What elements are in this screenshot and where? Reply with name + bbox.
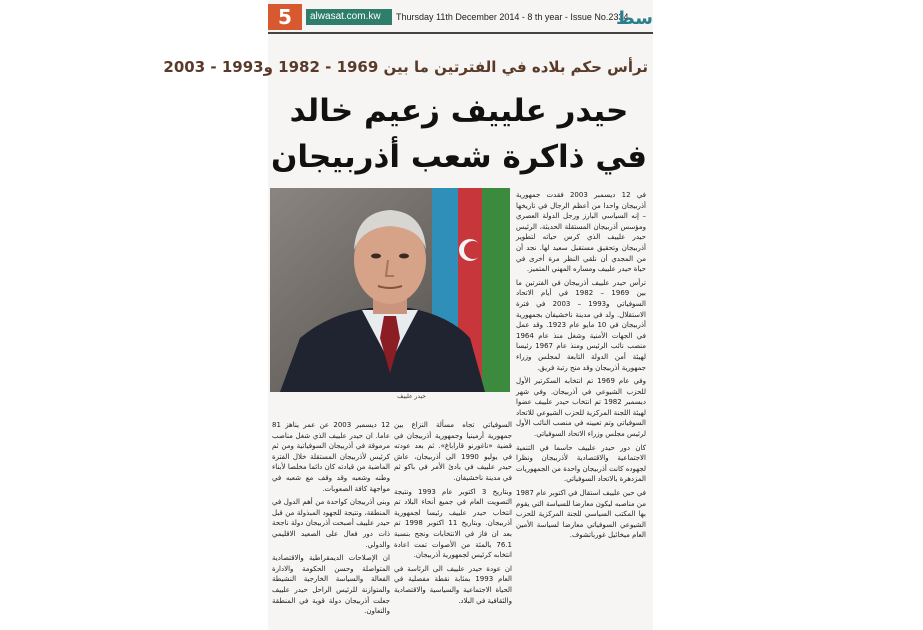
- paragraph: في 12 ديسمبر 2003 فقدت جمهورية أذربيجان واحدا من أعظم الرجال في تاريخها – إنه السياسي البارز ورجل الدولة العصري ومؤسس أذربيجان المستقلة الحديثة، الرئيس حيدر علييف الذي كرس حياته لتطوير أذربيجان وتحقيق مستقبل سعيد لها. نجد أن من المجدي أن نلقي النظر مرة أخرى في حياة حيدر علييف ومساره المهني المتميز.: [516, 191, 646, 274]
- article-kicker: ترأس حكم بلاده في الفترتين ما بين 1969 - 1982 و1993 - 2003: [163, 58, 648, 76]
- paragraph: كان دور حيدر علييف حاسما في التنمية الاجتماعية والاقتصادية لأذربيجان ونظرا لجهوده كانت أذربيجان واحدة من الجمهوريات المزدهرة بالاتحاد السوفياتي.: [516, 443, 646, 484]
- photo-caption: حيدر علييف: [397, 393, 426, 400]
- article-column-middle: [394, 420, 512, 622]
- paragraph: وبتاريخ 3 اكتوبر عام 1993 ونتيجة التصويت العام في جميع أنحاء البلاد تم انتخاب حيدر علييف رئيسا لجمهورية أذربيجان. وبتاريخ 11 اكتوبر 1998 تم بعد ان فاز في الانتخابات ونجح بنسبة 76.1 بالمئة من الأصوات تمت اعادة انتخابه كرئيس لجمهورية أذربيجان.: [394, 487, 512, 560]
- paragraph: السوفياتي تجاه مسألة النزاع بين جمهورية أرمينيا وجمهورية أذربيجان في قضية «ناغورنو قاراباغ». ثم بعد عودته في يوليو 1990 الى أذربيجان، عاش حيدر علييف في بادئ الأمر في باكو ثم في مدينة ناخشيفان.: [394, 421, 512, 482]
- header-rule: [268, 32, 653, 34]
- article-column-left: [272, 420, 390, 622]
- article-headline: حيدر علييف زعيم خالد في ذاكرة شعب أذربيجان: [270, 93, 648, 175]
- paragraph: ان الإصلاحات الديمقراطية والاقتصادية المتواصلة وحسن الحكومة والادارة الفعالة والسياسة الخارجية النشيطة والمتوازنة للرئيس الراحل حيدر علييف جعلت أذربيجان دولة قوية في المنطقة والتعاون.: [272, 554, 390, 616]
- newspaper-page: [163, 0, 653, 630]
- portrait-photo: [270, 188, 510, 392]
- paragraph: ترأس حيدر علييف أذربيجان في الفترتين ما بين 1969 – 1982 في أيام الاتحاد السوفياتي و1993 – 2003 في فترة الاستقلال. ولد في مدينة ناخشيفان بجمهورية أذربيجان في 10 مايو عام 1923. وقد عمل في الجهات الأمنية وشغل منذ عام 1964 منصب نائب الرئيس ومنذ عام 1967 رئيسا لهيئة أمن الدولة التابعة لمجلس وزراء جمهورية أذربيجان وقد منح رتبة فريق.: [516, 278, 646, 372]
- issue-line: Thursday 11th December 2014 - 8 th year - Issue No.2334: [396, 12, 629, 22]
- flag-green-stripe: [482, 188, 510, 392]
- paragraph: وفي عام 1969 تم انتخابه السكرتير الأول للحزب الشيوعي في أذربيجان. وفي شهر ديسمبر 1982 تم انتخاب حيدر علييف عضوا لهيئة اللجنة المركزية للحزب الشيوعي للاتحاد السوفياتي وتم تعيينه في منصب النائب الأول لرئيس مجلس وزراء الاتحاد السوفياتي.: [516, 377, 647, 439]
- newspaper-logo: سط: [616, 8, 653, 29]
- paragraph: 12 ديسمبر 2003 عن عمر يناهز 81 عاما. ان حيدر علييف الذي شغل مناصب مرموقة في أذربيجان السوفياتية ومن ثم كرئيس لأذربيجان المستقلة خلال الفترة الماضية من قيادته كان دائما مخلصا لأبناء وطنه وشعبه وقد وقف مع شعبه في مواجهة كافة الصعوبات.: [272, 421, 390, 493]
- paragraph: في حين علييف استقال في اكتوبر عام 1987 من مناصبه ليكون معارضا للسياسة التي يقوم بها المكتب السياسي للجنة المركزية للحزب الشيوعي السوفياتي معارضا لسياسة الأمين العام ميخائيل غورباتشوف.: [516, 489, 646, 540]
- article-column-right: [516, 190, 646, 622]
- page-number-badge: 5: [268, 4, 302, 30]
- paragraph: ان عودة حيدر علييف الى الرئاسة في العام 1993 بمثابة نقطة مفصلية في الحياة الاجتماعية والسياسية والاقتصادية والثقافية في البلاد.: [394, 564, 512, 605]
- portrait-illustration: [270, 188, 510, 392]
- site-url: alwasat.com.kw: [306, 9, 392, 25]
- paragraph: وبنى أذربيجان كواحدة من أهم الدول في المنطقة، ونتيجة للجهود المبذولة من قبل حيدر علييف أصبحت أذربيجان دولة ناجحة ذات دور فعال على الصعيد الاقليمي والدولي.: [272, 498, 390, 549]
